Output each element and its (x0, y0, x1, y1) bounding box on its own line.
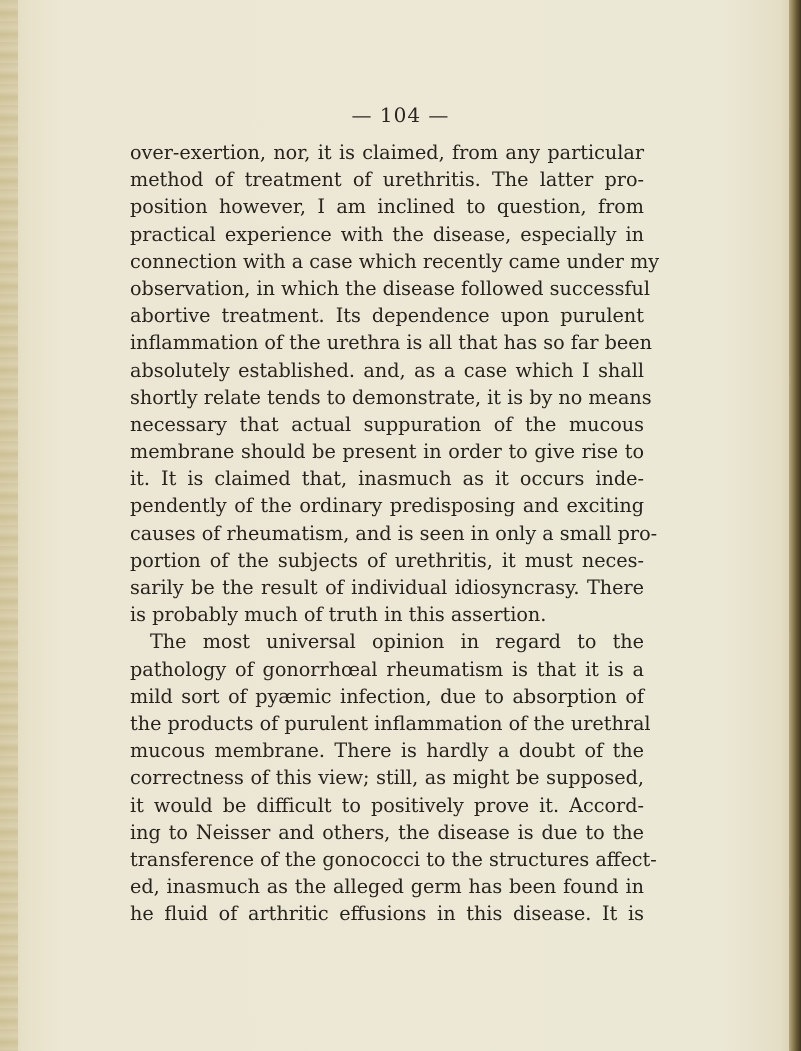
paragraph-end-line: is probably much of truth in this assertion. (130, 603, 547, 627)
text-line: inflammation of the urethra is all that has so far been (130, 331, 652, 355)
text-line: practical experience with the disease, especially in (130, 222, 644, 246)
text-line: ing to Neisser and others, the disease is due to the (130, 820, 644, 844)
paragraph-start-line: The most universal opinion in regard to the (150, 630, 644, 654)
text-line: connection with a case which recently came under my (130, 249, 660, 273)
text-line: sarily be the result of individual idiosyncrasy. There (130, 576, 644, 599)
text-line: correctness of this view; still, as might be supposed, (130, 766, 644, 790)
text-line: he fluid of arthritic effusions in this disease. It is (130, 902, 644, 926)
text-line: mild sort of pyæmic infection, due to absorption of (130, 684, 644, 708)
text-line: observation, in which the disease followed successful (130, 276, 651, 300)
text-line: it would be difficult to positively prove it. Accord- (130, 793, 644, 817)
text-line: method of treatment of urethritis. The latter pro- (130, 168, 644, 192)
text-line: shortly relate tends to demonstrate, it is by no means (130, 385, 652, 409)
text-line: ed, inasmuch as the alleged germ has been found in (130, 875, 644, 899)
text-line: necessary that actual suppuration of the mucous (130, 412, 644, 436)
text-line: portion of the subjects of urethritis, it must neces- (130, 548, 644, 572)
text-line: absolutely established. and, as a case which I shall (130, 358, 644, 382)
text-line: mucous membrane. There is hardly a doubt of the (130, 739, 644, 763)
text-line: causes of rheumatism, and is seen in only a small pro- (130, 521, 658, 545)
text-line: pendently of the ordinary predisposing and exciting (130, 494, 644, 518)
text-line: position however, I am inclined to question, from (130, 195, 644, 219)
text-line: it. It is claimed that, inasmuch as it occurs inde- (130, 467, 644, 491)
page-right-edge (789, 0, 801, 1051)
page-binding-edge (0, 0, 18, 1051)
text-line: transference of the gonococci to the structures affect- (130, 847, 657, 871)
body-text (130, 139, 660, 927)
page-number-header: — 104 — (351, 103, 450, 127)
text-line: pathology of gonorrhœal rheumatism is that it is a (130, 657, 644, 681)
text-line: membrane should be present in order to give rise to (130, 440, 644, 464)
text-line: abortive treatment. Its dependence upon purulent (130, 304, 644, 328)
text-line: the products of purulent inflammation of the urethral (130, 711, 651, 735)
text-line: over-exertion, nor, it is claimed, from any particular (130, 141, 644, 164)
